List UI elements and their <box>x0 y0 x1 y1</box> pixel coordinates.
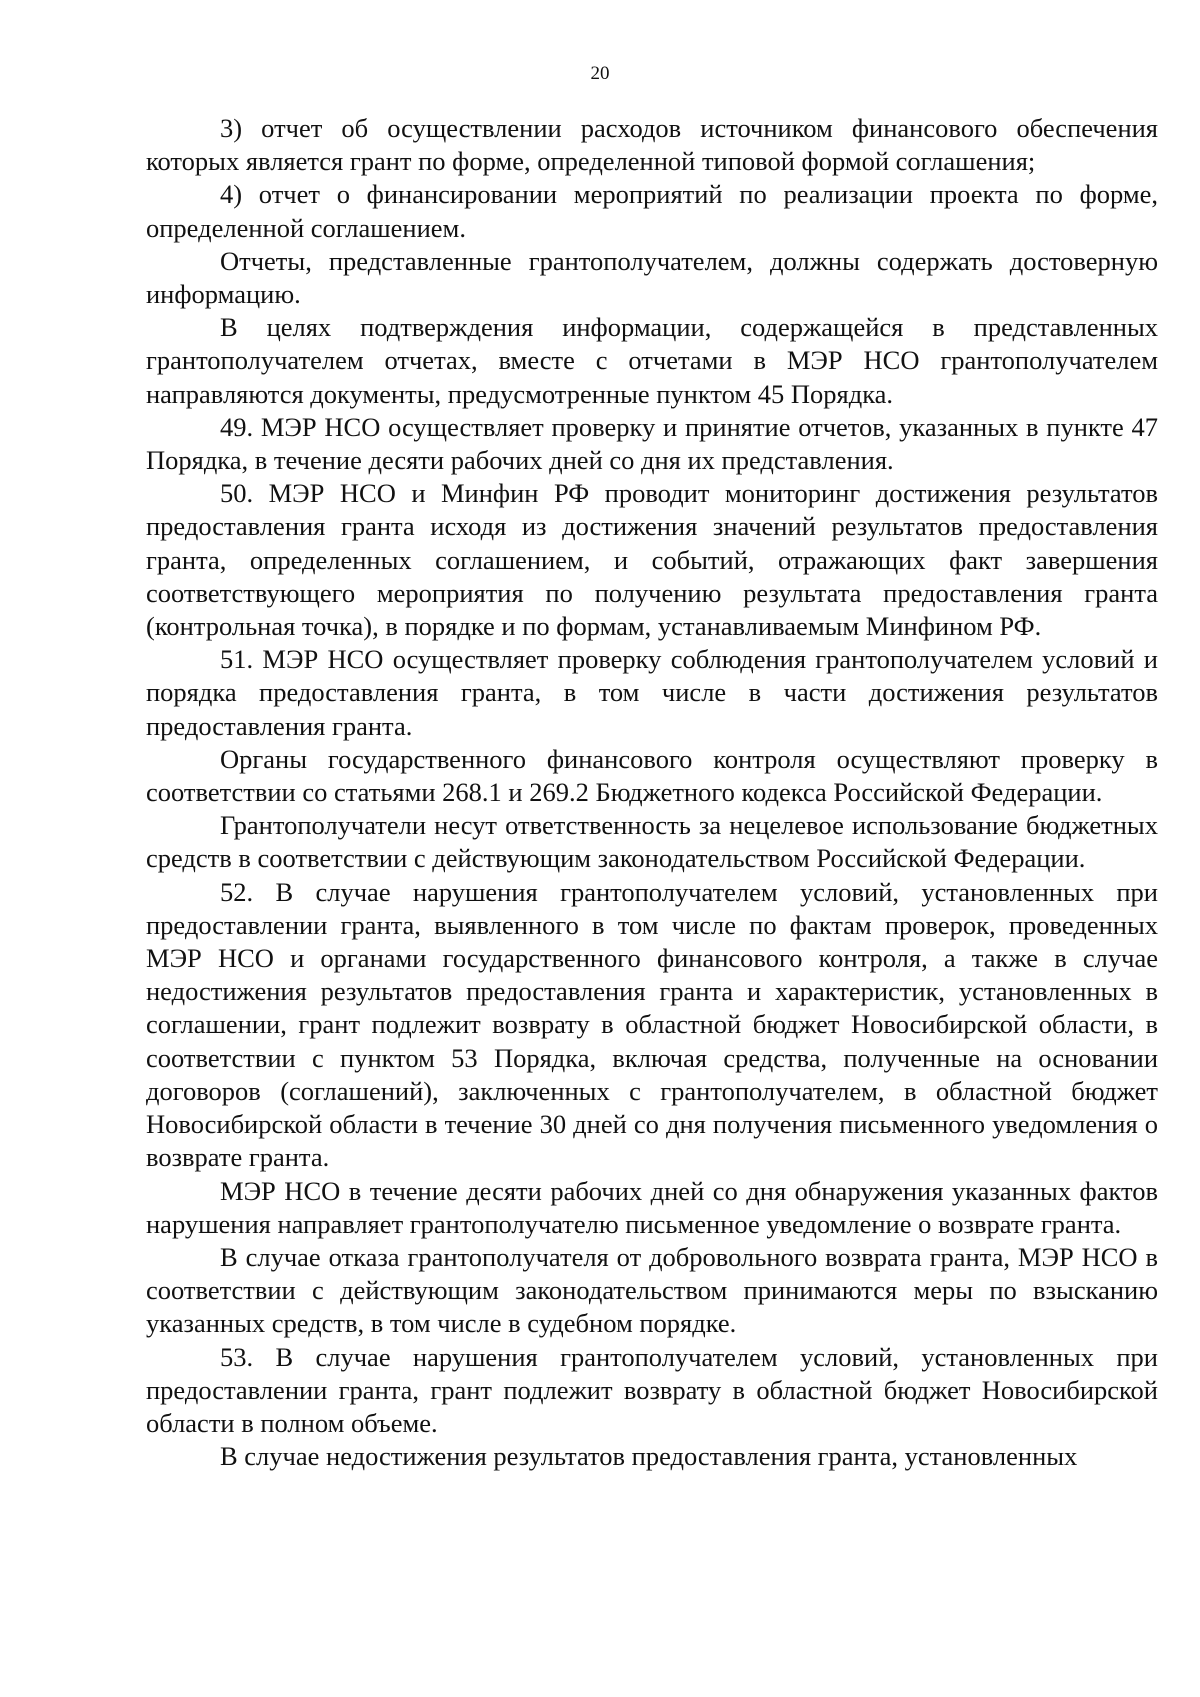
paragraph: 3) отчет об осуществлении расходов источником финансового обеспечения которых является грант по форме, определенной типовой формой соглашения; <box>146 113 1158 177</box>
paragraph: Отчеты, представленные грантополучателем, должны содержать достоверную информацию. <box>146 245 1158 310</box>
document-body <box>146 112 1158 1473</box>
paragraph: 51. МЭР НСО осуществляет проверку соблюдения грантополучателем условий и порядка предоставления гранта, в том числе в части достижения результатов предоставления гранта. <box>146 644 1158 741</box>
paragraph: 52. В случае нарушения грантополучателем условий, установленных при предоставлении гранта, выявленного в том числе по фактам проверок, проведенных МЭР НСО и органами государственного финансового контроля, а также в случае недостижения результатов предоставления гранта и характеристик, установленных в соглашении, грант подлежит возврату в областной бюджет Новосибирской области, в соответствии с пунктом 53 Порядка, включая средства, полученные на основании договоров (соглашений), заключенных с грантополучателем, в областной бюджет Новосибирской области в течение 30 дней со дня получения письменного уведомления о возврате гранта. <box>146 876 1158 1173</box>
paragraph: 4) отчет о финансировании мероприятий по реализации проекта по форме, определенной соглашением. <box>146 179 1158 243</box>
paragraph: В целях подтверждения информации, содержащейся в представленных грантополучателем отчетах, вместе с отчетами в МЭР НСО грантополучателем направляются документы, предусмотренные пунктом 45 Порядка. <box>146 312 1158 409</box>
paragraph: 49. МЭР НСО осуществляет проверку и принятие отчетов, указанных в пункте 47 Порядка, в течение десяти рабочих дней со дня их представления. <box>146 411 1158 476</box>
page-number: 20 <box>590 63 610 84</box>
paragraph: 53. В случае нарушения грантополучателем условий, установленных при предоставлении гранта, грант подлежит возврату в областной бюджет Новосибирской области в полном объеме. <box>146 1341 1158 1438</box>
paragraph: В случае недостижения результатов предоставления гранта, установленных <box>220 1441 1078 1472</box>
paragraph: 50. МЭР НСО и Минфин РФ проводит мониторинг достижения результатов предоставления гранта исходя из достижения значений результатов предоставления гранта, определенных соглашением, и событий, отражающих факт завершения соответствующего мероприятия по получению результата предоставления гранта (контрольная точка), в порядке и по формам, устанавливаемым Минфином РФ. <box>146 478 1158 642</box>
paragraph: Грантополучатели несут ответственность за нецелевое использование бюджетных средств в соответствии с действующим законодательством Российской Федерации. <box>146 810 1158 874</box>
paragraph: Органы государственного финансового контроля осуществляют проверку в соответствии со статьями 268.1 и 269.2 Бюджетного кодекса Российской Федерации. <box>146 743 1158 808</box>
paragraph: В случае отказа грантополучателя от добровольного возврата гранта, МЭР НСО в соответствии с действующим законодательством принимаются меры по взысканию указанных средств, в том числе в судебном порядке. <box>146 1241 1158 1339</box>
paragraph: МЭР НСО в течение десяти рабочих дней со дня обнаружения указанных фактов нарушения направляет грантополучателю письменное уведомление о возврате гранта. <box>146 1175 1158 1239</box>
